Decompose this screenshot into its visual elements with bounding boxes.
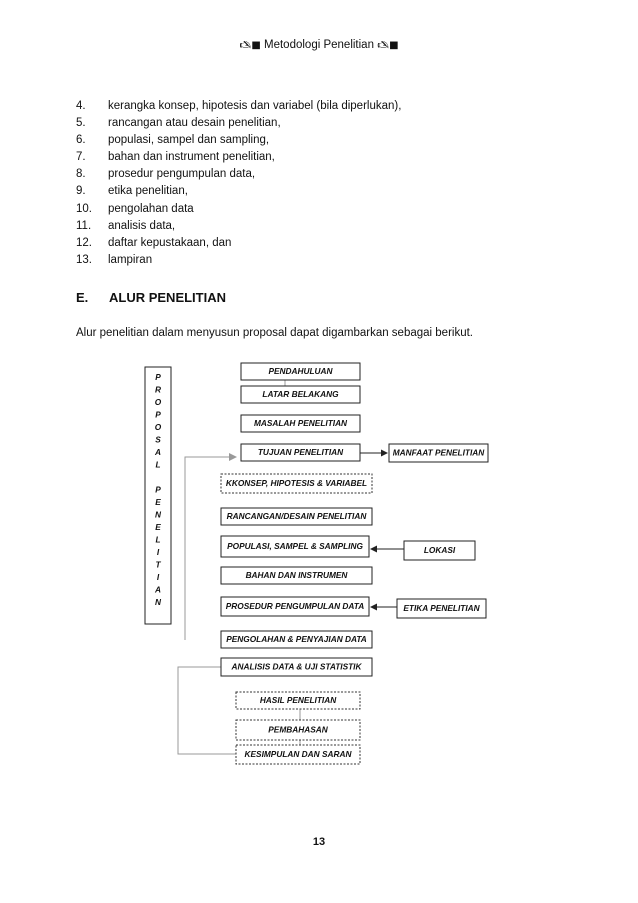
vertical-label-letter: A [155,584,161,595]
box-analisis-data-label: ANALISIS DATA & UJI STATISTIK [231,661,362,672]
pencil-hand-icon: 🖎 [377,40,390,51]
section-heading: E. ALUR PENELITIAN [76,290,226,305]
vertical-label-letter: E [155,522,161,532]
box-manfaat-penelitian-label: MANFAAT PENELITIAN [392,447,485,458]
box-rancangan-desain-label: RANCANGAN/DESAIN PENELITIAN [226,511,367,522]
vertical-label-letter: P [155,484,161,495]
list-item: 6. populasi, sampel dan sampling, [76,134,270,147]
list-item: 13. lampiran [76,253,153,266]
list-item: 9. etika penelitian, [76,185,188,198]
box-populasi-sampel-label: POPULASI, SAMPEL & SAMPLING [227,541,363,552]
list-item: 11. analisis data, [76,219,176,232]
page-number: 13 [312,836,326,848]
list-item: 7. bahan dan instrument penelitian, [76,151,275,164]
pencil-hand-icon: 🖎 [239,40,252,51]
header-title: Metodologi Penelitian [264,39,374,51]
square-bullet-icon: ■ [389,40,399,51]
vertical-label-letter: I [156,547,160,557]
list-item: 10. pengolahan data [76,202,194,215]
list-item: 4. kerangka konsep, hipotesis dan variabel (bila diperlukan), [76,100,402,112]
list-item: 8. prosedur pengumpulan data, [76,168,256,181]
vertical-label-letter: S [155,434,161,445]
box-hasil-penelitian-label: HASIL PENELITIAN [259,695,337,706]
vertical-label-letter: L [155,459,161,470]
box-etika-penelitian-label: ETIKA PENELITIAN [403,603,480,614]
box-pengolahan-penyajian-label: PENGOLAHAN & PENYAJIAN DATA [226,634,367,645]
box-konsep-hipotesis-label: KKONSEP, HIPOTESIS & VARIABEL [225,478,368,489]
vertical-label-letter: N [155,509,161,520]
feedback-arrowhead [229,453,237,461]
vertical-label-letter: P [155,409,161,420]
vertical-label-letter: T [155,559,161,570]
box-masalah-penelitian-label: MASALAH PENELITIAN [253,418,348,429]
connector-line [178,667,236,754]
box-kesimpulan-saran-label: KESIMPULAN DAN SARAN [244,749,352,760]
vertical-label-letter: R [155,384,161,395]
box-tujuan-penelitian-label: TUJUAN PENELITIAN [257,447,344,458]
vertical-label-letter: A [155,447,161,457]
box-latar-belakang-label: LATAR BELAKANG [262,389,339,400]
vertical-label-letter: P [155,372,161,382]
box-pembahasan-label: PEMBAHASAN [268,724,328,735]
vertical-label-letter: O [154,397,162,407]
list-item: 5. rancangan atau desain penelitian, [76,117,281,130]
vertical-label-letter: L [155,534,161,545]
intro-paragraph: Alur penelitian dalam menyusun proposal dapat digambarkan sebagai berikut. [76,327,473,339]
list-item: 12. daftar kepustakaan, dan [76,236,232,249]
box-bahan-instrumen-label: BAHAN DAN INSTRUMEN [245,570,348,581]
square-bullet-icon: ■ [251,40,261,51]
vertical-label-letter: E [155,497,161,507]
box-prosedur-pengumpulan-label: PROSEDUR PENGUMPULAN DATA [225,601,365,612]
vertical-label-letter: I [156,572,160,582]
vertical-label-letter: O [154,422,162,432]
box-pendahuluan-label: PENDAHULUAN [268,366,333,377]
box-lokasi-label: LOKASI [423,545,456,556]
vertical-label-letter: N [155,597,161,607]
